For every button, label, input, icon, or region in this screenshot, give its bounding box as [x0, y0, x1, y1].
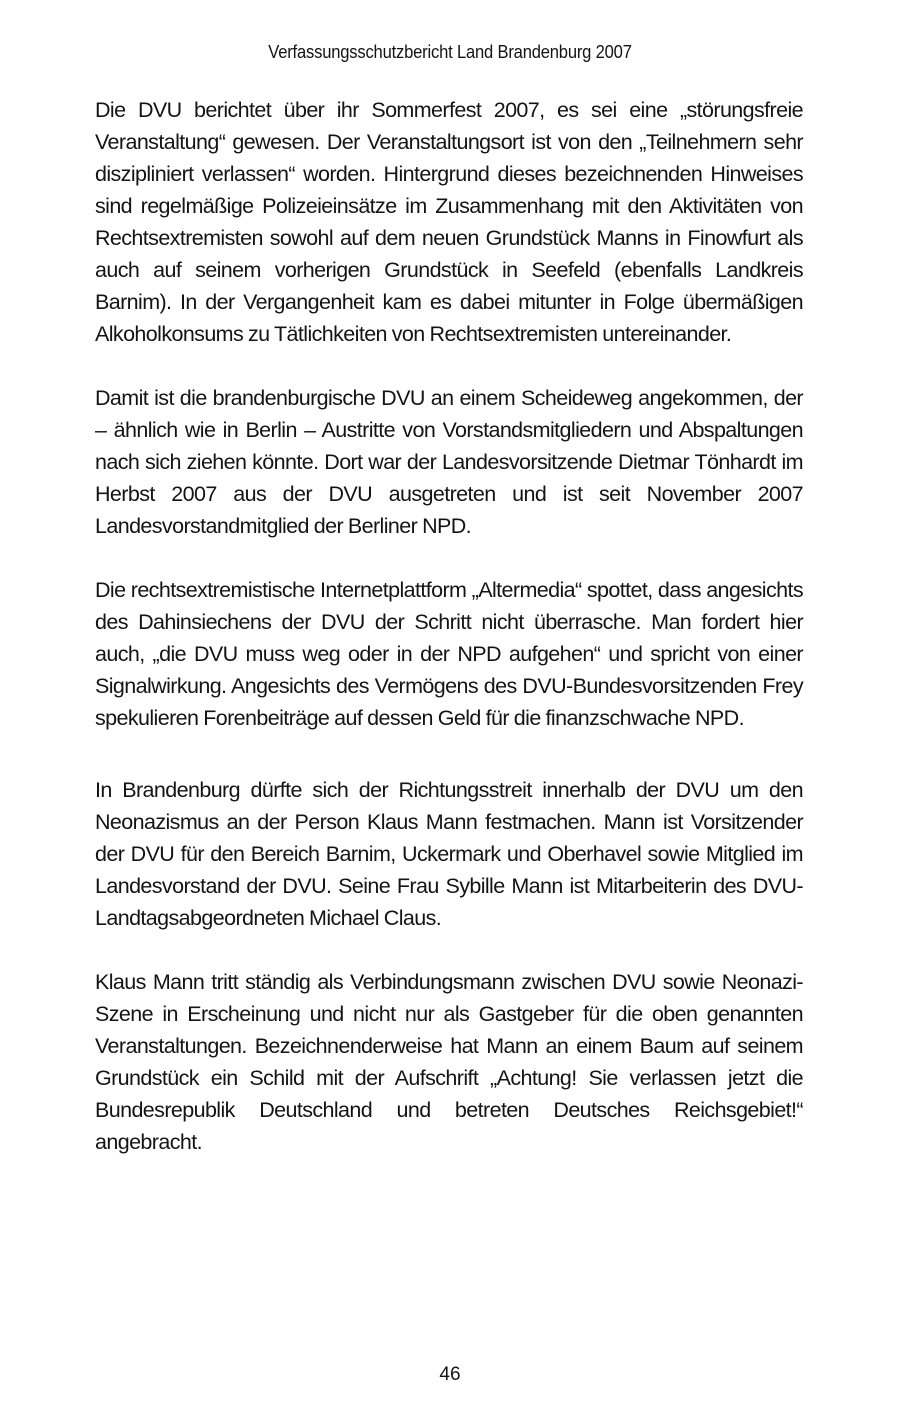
paragraph-scheideweg: Damit ist die brandenburgische DVU an einem Scheideweg angekommen, der – ähnlich wie in Berlin – Austritte von Vorstandsmitgliedern und Abspaltungen nach sich ziehen könnte. Dort war der Landesvorsitzende Dietmar Tönhardt im Herbst 2007 aus der DVU ausgetreten und ist seit November 2007 Landesvorstandmitglied der Berliner NPD.: [95, 386, 803, 538]
running-header: Verfassungsschutzbericht Land Brandenburg 2007: [268, 42, 632, 62]
paragraph-richtungsstreit: In Brandenburg dürfte sich der Richtungsstreit innerhalb der DVU um den Neonazismus an der Person Klaus Mann festmachen. Mann ist Vorsitzender der DVU für den Bereich Barnim, Uckermark und Oberhavel sowie Mitglied im Landesvorstand der DVU. Seine Frau Sybille Mann ist Mitarbeiterin des DVU-Landtagsabgeordneten Michael Claus.: [95, 778, 803, 930]
paragraph-spacer: [95, 934, 803, 966]
page-number: 46: [439, 1364, 461, 1385]
paragraph-altermedia: Die rechtsextremistische Internetplattform „Altermedia“ spottet, dass angesichts des Dahinsiechens der DVU der Schritt nicht überrasche. Man fordert hier auch, „die DVU muss weg oder in der NPD aufgehen“ und spricht von einer Signalwirkung. Angesichts des Vermögens des DVU-Bundesvorsitzenden Frey spekulieren Forenbeiträge auf dessen Geld für die finanzschwache NPD.: [95, 578, 803, 730]
paragraph-verbindungsmann: Klaus Mann tritt ständig als Verbindungsmann zwischen DVU sowie Neonazi-Szene in Erscheinung und nicht nur als Gastgeber für die oben genannten Veranstaltungen. Bezeichnenderweise hat Mann an einem Baum auf seinem Grundstück ein Schild mit der Aufschrift „Achtung! Sie verlassen jetzt die Bundesrepublik Deutschland und betreten Deutsches Reichsgebiet!“ angebracht.: [95, 970, 803, 1154]
paragraph-spacer: [95, 734, 803, 774]
page-body: [95, 94, 803, 1158]
paragraph-sommerfest: Die DVU berichtet über ihr Sommerfest 2007, es sei eine „störungsfreie Veranstaltung“ gewesen. Der Veranstaltungsort ist von den „Teilnehmern sehr diszipliniert verlassen“ worden. Hintergrund dieses bezeichnenden Hinweises sind regelmäßige Polizeieinsätze im Zusammenhang mit den Aktivitäten von Rechtsextremisten sowohl auf dem neuen Grundstück Manns in Finowfurt als auch auf seinem vorherigen Grundstück in Seefeld (ebenfalls Landkreis Barnim). In der Vergangenheit kam es dabei mitunter in Folge übermäßigen Alkoholkonsums zu Tätlichkeiten von Rechtsextremisten untereinander.: [95, 98, 803, 346]
paragraph-spacer: [95, 350, 803, 382]
paragraph-spacer: [95, 542, 803, 574]
